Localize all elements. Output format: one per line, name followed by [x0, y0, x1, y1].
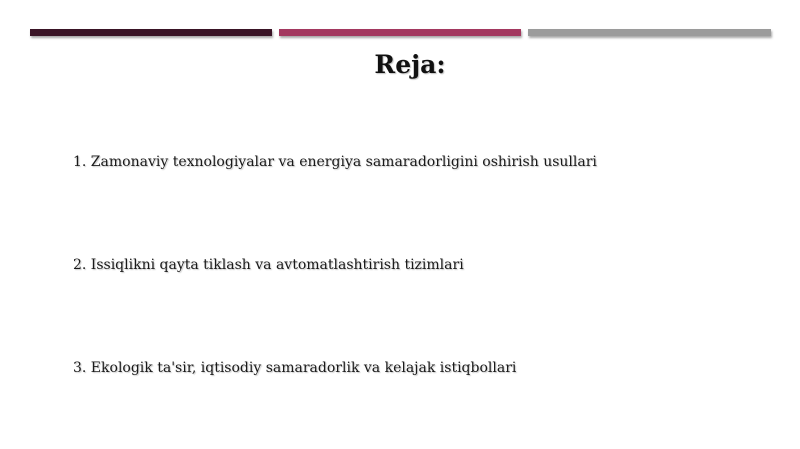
decorative-top-bars — [30, 29, 771, 37]
accent-bar-gray — [528, 29, 771, 36]
plan-item-3: 3. Ekologik ta'sir, iqtisodiy samaradorlik va kelajak istiqbollari — [73, 360, 517, 376]
slide-title: Reja: — [374, 50, 446, 79]
accent-bar-magenta — [279, 29, 521, 36]
accent-bar-dark — [30, 29, 272, 36]
plan-item-2: 2. Issiqlikni qayta tiklash va avtomatlashtirish tizimlari — [73, 257, 464, 273]
plan-item-1: 1. Zamonaviy texnologiyalar va energiya samaradorligini oshirish usullari — [73, 154, 597, 170]
